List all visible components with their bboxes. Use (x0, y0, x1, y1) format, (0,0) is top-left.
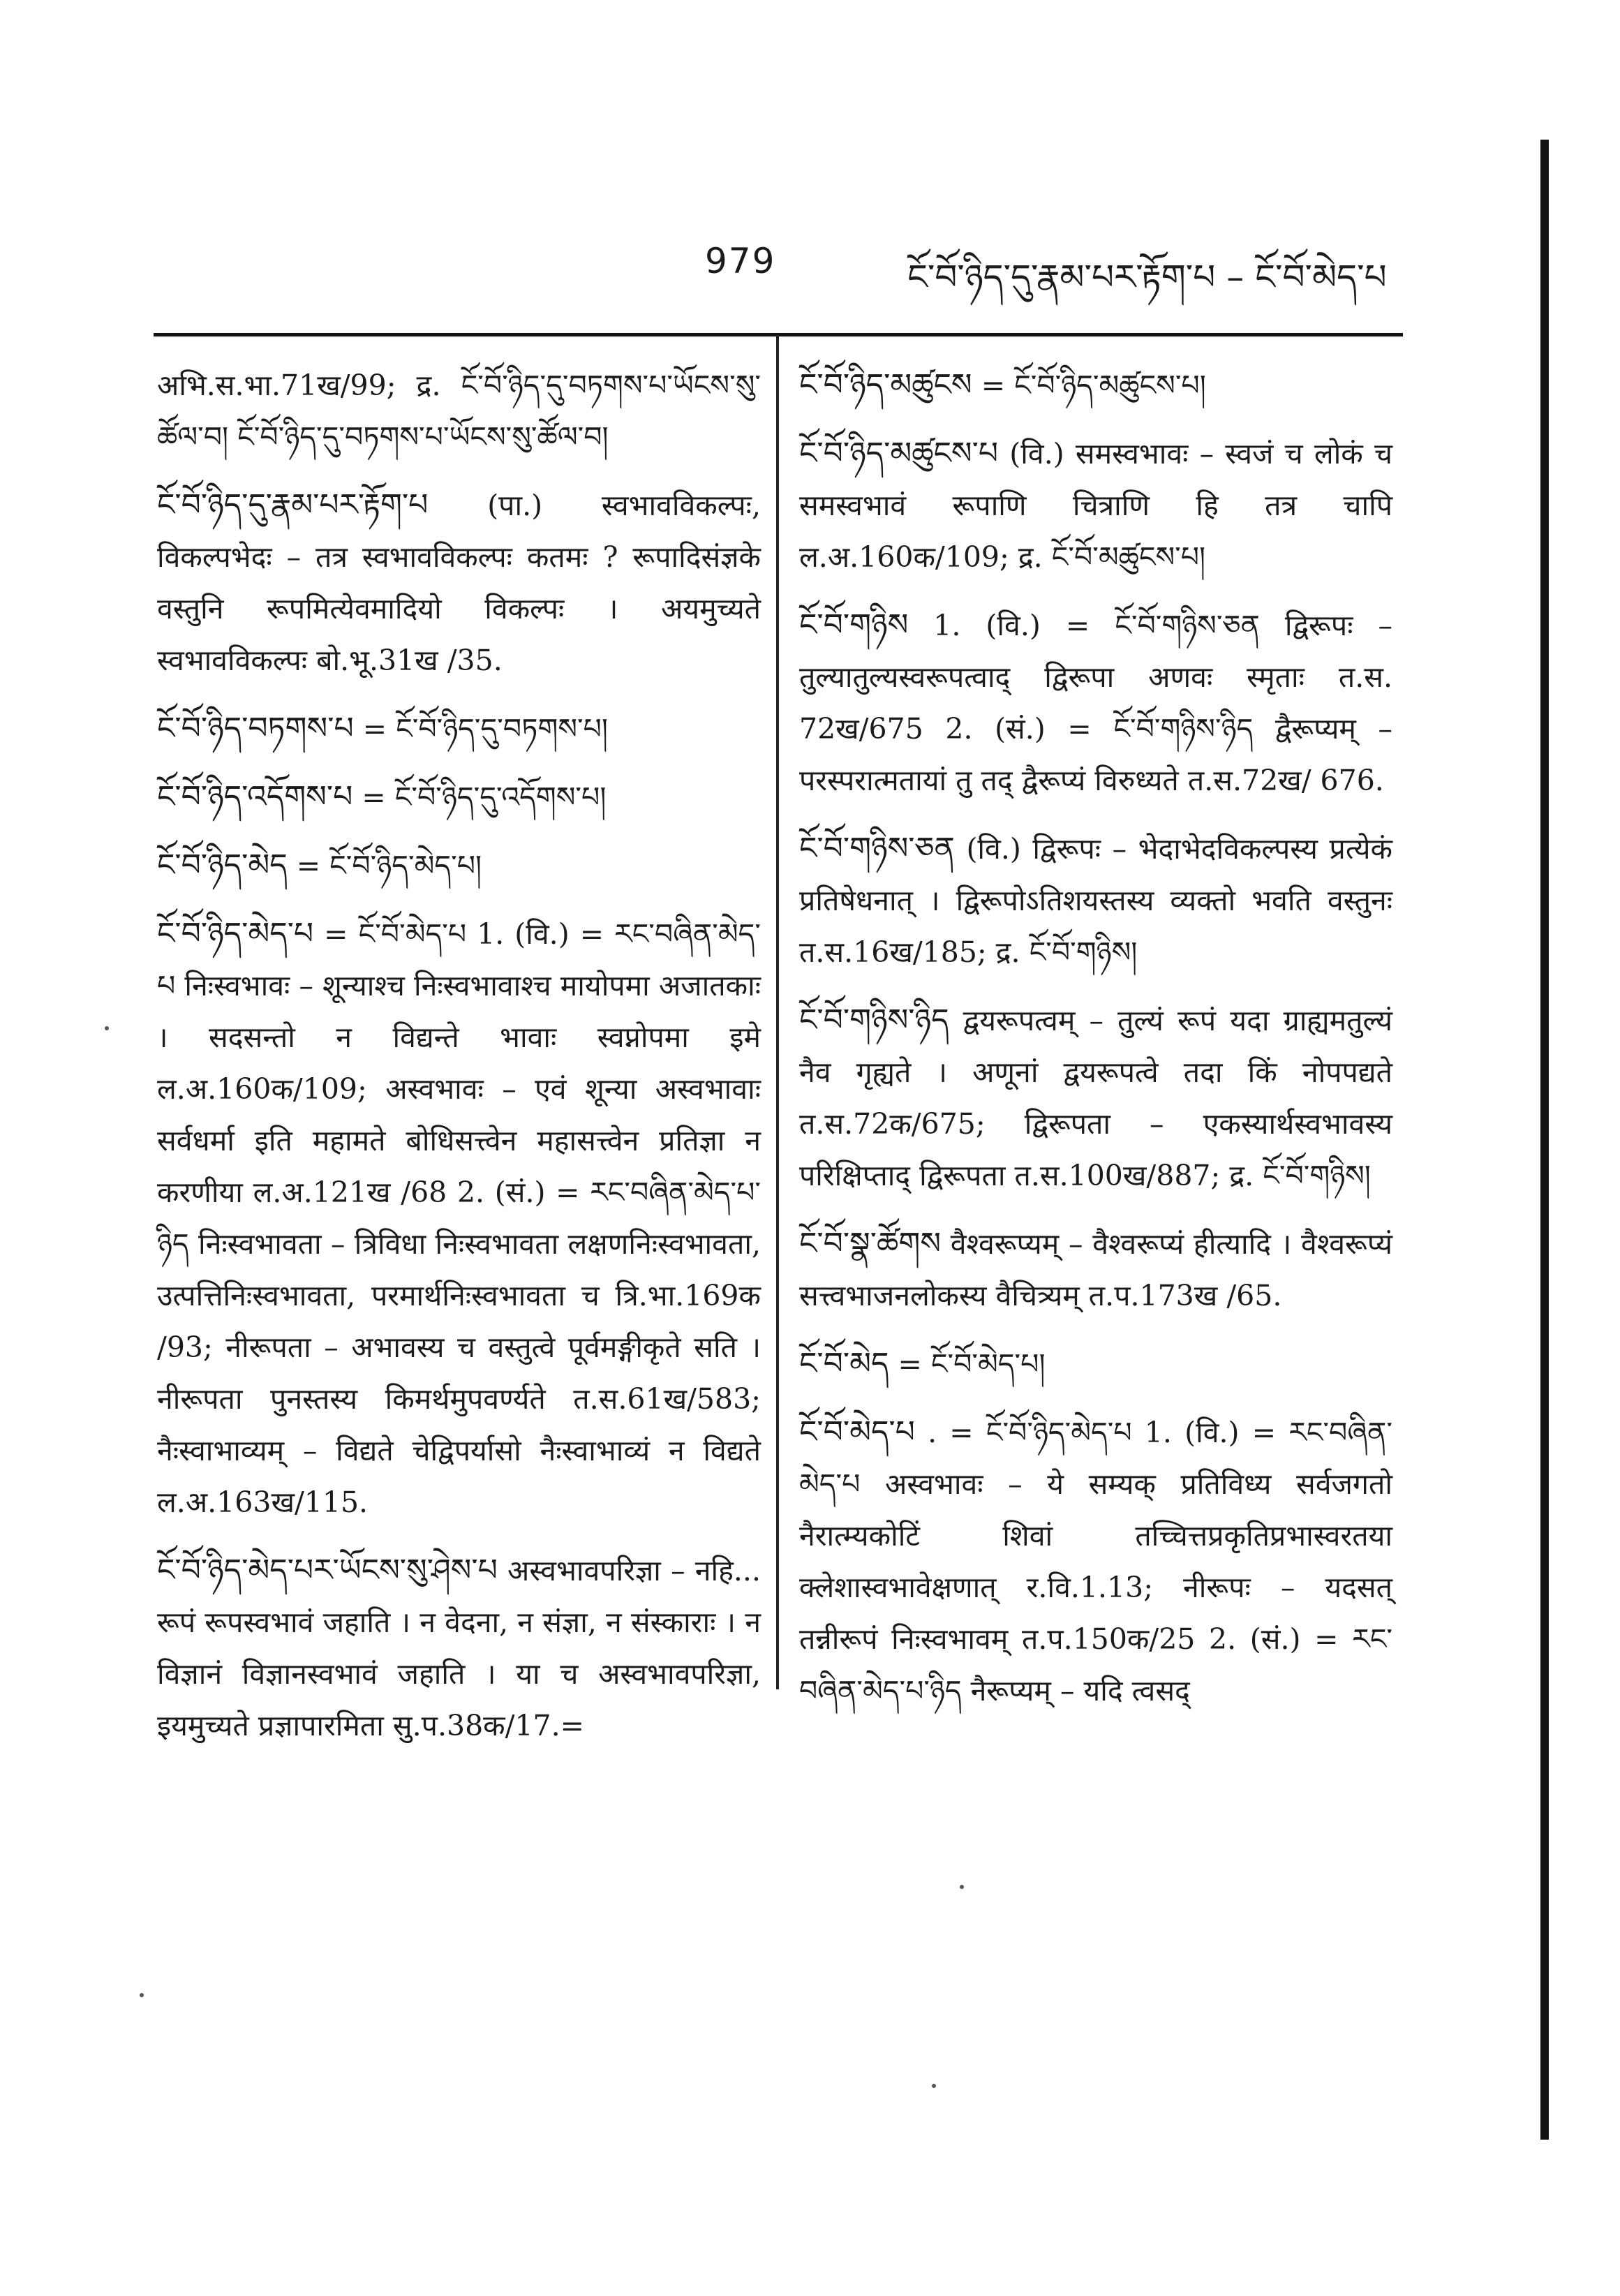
entry-headword: ངོ་བོ་སྣ་ཚོགས (799, 1226, 942, 1261)
dictionary-entry (157, 360, 761, 463)
scan-speck (960, 1885, 964, 1889)
entry-headword: ངོ་བོ་ཉིད་བཏགས་པ (157, 711, 354, 746)
entry-text: 1. (वि.) = ངོ་བོ་གཉིས་ཅན द्विरूपः – तुल्यातुल्यस्वरूपत्वाद् द्विरूपा अणवः स्मृताः त.स. 72ख/675 2. (सं.) = ངོ་བོ་གཉིས་ཉིད द्वैरूप्यम् – परस्परात्मतायां तु तद् द्वैरूप्यं विरुध्यते त.स.72ख/ 676. (799, 609, 1392, 797)
entry-headword: ངོ་བོ་ཉིད་འདོགས་པ (157, 779, 353, 815)
entry-text: = ངོ་བོ་ཉིད་དུ་འདོགས་པ། (362, 780, 607, 814)
dictionary-entry (799, 600, 1392, 806)
entry-headword: ངོ་བོ་ཉིད་མེད་པ (157, 916, 314, 951)
scan-speck (105, 1026, 109, 1030)
entry-text: (पा.) स्वभावविकल्पः, विकल्पभेदः – तत्र स्वभावविकल्पः कतमः ? रूपादिसंज्ञके वस्तुनि रूपमित्येवमादियो विकल्पः । अयमुच्यते स्वभावविकल्पः बो.भू.31ख /35. (157, 489, 761, 677)
page-number: 979 (705, 241, 776, 281)
entry-headword: ངོ་བོ་གཉིས (799, 607, 909, 643)
entry-text: वैश्वरूप्यम् – वैश्वरूप्यं हीत्यादि । वैश्वरूप्यं सत्त्वभाजनलोकस्य वैचित्र्यम् त.प.173ख /65. (799, 1227, 1392, 1312)
column-divider (776, 335, 779, 1689)
dictionary-entry (157, 480, 761, 686)
dictionary-entry (799, 823, 1392, 978)
entry-text: अभि.स.भा.71ख/99; द्र. ངོ་བོ་ཉིད་དུ་བཏགས་པ་ཡོངས་སུ་ཚོལ་བ། ངོ་བོ་ཉིད་དུ་བཏགས་པ་ཡོངས་སུ་ཚོལ་བ། (157, 369, 761, 454)
entry-headword: ངོ་བོ་མེད་པ (799, 1414, 915, 1450)
entry-headword: ངོ་བོ་ཉིད་མེད (157, 847, 288, 883)
scan-speck (932, 2084, 936, 2088)
dictionary-entry (799, 1407, 1392, 1717)
scan-speck (140, 1993, 144, 1997)
dictionary-entry (157, 1545, 761, 1751)
entry-text: = ངོ་བོ་ཉིད་མེད་པ། (296, 849, 482, 882)
entry-text: = ངོ་བོ་མེད་པ། (898, 1347, 1046, 1381)
dictionary-entry (799, 428, 1392, 583)
dictionary-entry (157, 908, 761, 1528)
entry-text: = ངོ་བོ་ཉིད་མཚུངས་པ། (981, 369, 1206, 402)
dictionary-entry (157, 771, 761, 823)
entry-headword: ངོ་བོ་ཉིད་མཚུངས་པ (799, 436, 999, 471)
dictionary-entry (157, 840, 761, 891)
entry-headword: ངོ་བོ་ཉིད་དུ་རྣམ་པར་རྟོག་པ (157, 487, 429, 523)
entry-headword: ངོ་བོ་མེད (799, 1346, 889, 1382)
entry-text: (वि.) द्विरूपः – भेदाभेदविकल्पस्य प्रत्येकं प्रतिषेधनात् । द्विरूपोऽतिशयस्तस्य व्यक्तो भवति वस्तुनः त.स.16ख/185; द्र. ངོ་བོ་གཉིས། (799, 832, 1392, 969)
entry-headword: ངོ་བོ་ཉིད་མཚུངས (799, 367, 972, 403)
entry-text: (वि.) समस्वभावः – स्वजं च लोकं च समस्वभावं रूपाणि चित्राणि हि तत्र चापि ल.अ.160क/109; द्र. ངོ་བོ་མཚུངས་པ། (799, 437, 1392, 574)
page-edge-bar (1540, 140, 1549, 2140)
entry-text: = ངོ་བོ་ཉིད་དུ་བཏགས་པ། (362, 712, 608, 746)
right-column (799, 360, 1392, 1733)
dictionary-entry (799, 1218, 1392, 1321)
entry-headword: ངོ་བོ་གཉིས་ཉིད (799, 1002, 949, 1038)
entry-text: . = ངོ་བོ་ཉིད་མེད་པ 1. (वि.) = རང་བཞིན་མེད་པ अस्वभावः – ये सम्यक् प्रतिविध्य सर्वजगतो नैरात्म्यकोटिं शिवां तच्चित्तप्रकृतिप्रभास्वरतया क्लेशास्वभावेक्षणात् र.वि.1.13; नीरूपः – यदसत् तन्नीरूपं निःस्वभावम् त.प.150क/25 2. (सं.) = རང་བཞིན་མེད་པ་ཉིད नैरूप्यम् – यदि त्वसद् (799, 1416, 1392, 1708)
entry-headword: ངོ་བོ་ཉིད་མེད་པར་ཡོངས་སུ་ཤེས་པ (157, 1553, 498, 1588)
dictionary-entry (799, 995, 1392, 1201)
dictionary-entry (157, 703, 761, 755)
entry-text: द्वयरूपत्वम् – तुल्यं रूपं यदा ग्राह्यमतुल्यं नैव गृह्यते । अणूनां द्वयरूपत्वे तदा किं नोपपद्यते त.स.72क/675; द्विरूपता – एकस्यार्थस्वभावस्य परिक्षिप्ताद् द्विरूपता त.स.100ख/887; द्र. ངོ་བོ་གཉིས། (799, 1004, 1392, 1192)
entry-headword: ངོ་བོ་གཉིས་ཅན (799, 831, 955, 866)
left-column (157, 360, 761, 1768)
running-title: ངོ་བོ་ཉིད་དུ་རྣམ་པར་རྟོག་པ – ངོ་བོ་མེད་པ (907, 257, 1387, 297)
entry-text: = ངོ་བོ་མེད་པ 1. (वि.) = རང་བཞིན་མེད་པ निःस्वभावः – शून्याश्च निःस्वभावाश्च मायोपमा अजातकाः । सदसन्तो न विद्यन्ते भावाः स्वप्नोपमा इमे ल.अ.160क/109; अस्वभावः – एवं शून्या अस्वभावाः सर्वधर्मा इति महामते बोधिसत्त्वेन महासत्त्वेन प्रतिज्ञा न करणीया ल.अ.121ख /68 2. (सं.) = རང་བཞིན་མེད་པ་ཉིད निःस्वभावता – त्रिविधा निःस्वभावता लक्षणनिःस्वभावता, उत्पत्तिनिःस्वभावता, परमार्थनिःस्वभावता च त्रि.भा.169क /93; नीरूपता – अभावस्य च वस्तुत्वे पूर्वमङ्गीकृते सति । नीरूपता पुनस्तस्य किमर्थमुपवर्ण्यते त.स.61ख/583; नैःस्वाभाव्यम् – विद्यते चेद्विपर्यासो नैःस्वाभाव्यं न विद्यते ल.अ.163ख/115. (157, 917, 761, 1519)
entry-text: अस्वभावपरिज्ञा – नहि... रूपं रूपस्वभावं जहाति । न वेदना, न संज्ञा, न संस्काराः । न विज्ञानं विज्ञानस्वभावं जहाति । या च अस्वभावपरिज्ञा, इयमुच्यते प्रज्ञापारमिता सु.प.38क/17.= (157, 1554, 761, 1742)
dictionary-entry (799, 360, 1392, 411)
dictionary-entry (799, 1338, 1392, 1390)
